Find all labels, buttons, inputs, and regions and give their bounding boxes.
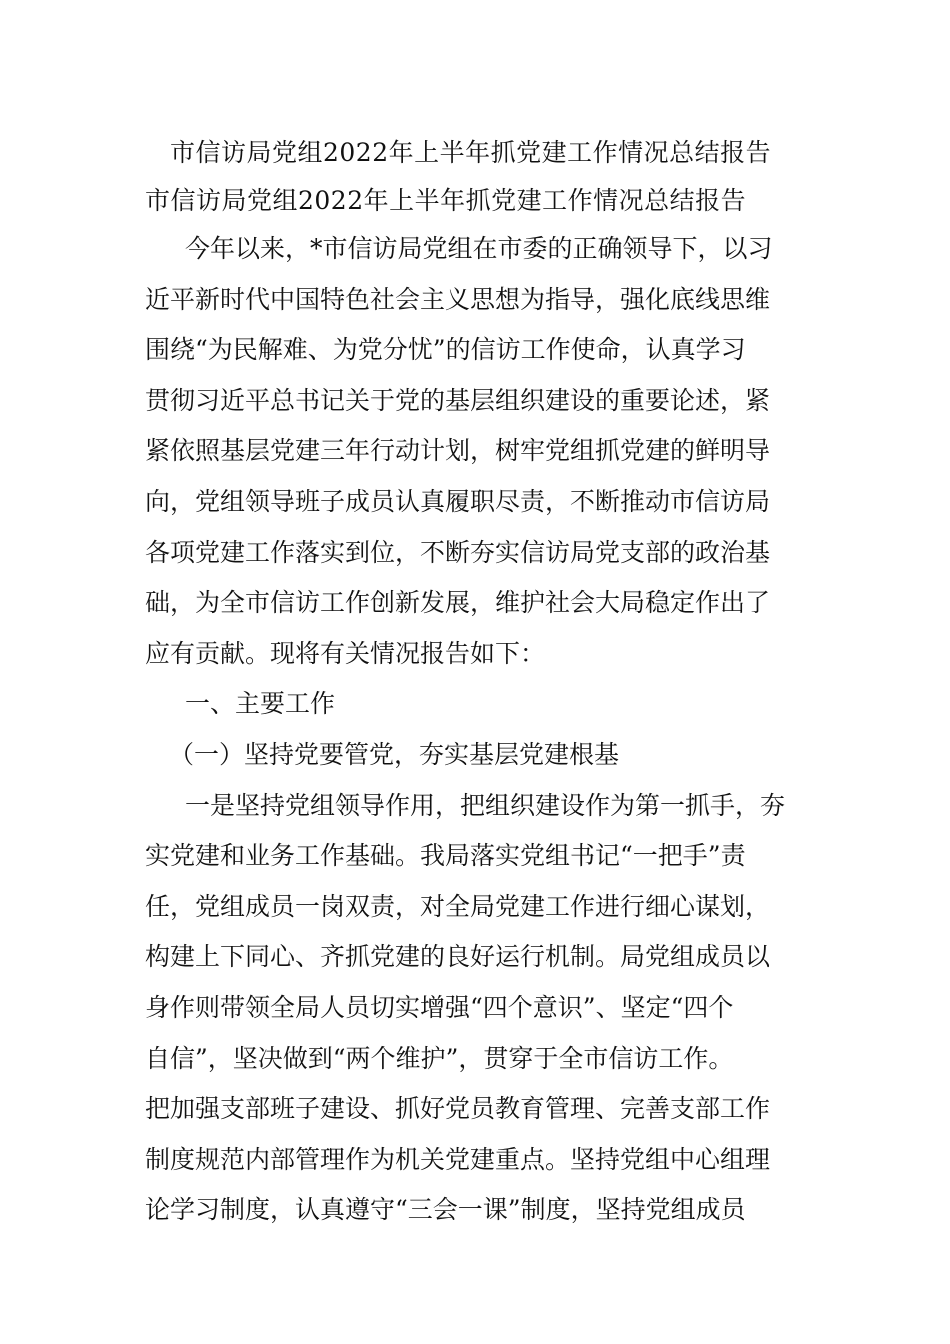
paragraph-line: 实党建和业务工作基础。我局落实党组书记“一把手”责 <box>145 841 746 871</box>
paragraph-line: 构建上下同心、齐抓党建的良好运行机制。局党组成员以 <box>145 942 771 972</box>
document-body <box>145 234 807 1246</box>
paragraph-line: 把加强支部班子建设、抓好党员教育管理、完善支部工作 <box>145 1094 771 1124</box>
paragraph-line: 任，党组成员一岗双责，对全局党建工作进行细心谋划， <box>145 891 771 921</box>
paragraph-line: 各项党建工作落实到位，不断夯实信访局党支部的政治基 <box>145 537 771 567</box>
paragraph-line: 身作则带领全局人员切实增强“四个意识”、坚定“四个 <box>145 992 734 1022</box>
paragraph-line: 自信”，坚决做到“两个维护”，贯穿于全市信访工作。 <box>145 1043 734 1073</box>
paragraph-line: 围绕“为民解难、为党分忧”的信访工作使命，认真学习 <box>145 335 746 365</box>
paragraph-line: 紧依照基层党建三年行动计划，树牢党组抓党建的鲜明导 <box>145 436 771 466</box>
paragraph-line: 今年以来，*市信访局党组在市委的正确领导下，以习 <box>185 234 773 263</box>
paragraph-line: 论学习制度，认真遵守“三会一课”制度，坚持党组成员 <box>145 1195 746 1225</box>
section-heading: 一、主要工作 <box>185 689 336 719</box>
paragraph-line: 础，为全市信访工作创新发展，维护社会大局稳定作出了 <box>145 588 771 618</box>
paragraph-line: 一是坚持党组领导作用，把组织建设作为第一抓手，夯 <box>185 790 786 820</box>
document-title-repeat: 市信访局党组2022年上半年抓党建工作情况总结报告 <box>145 186 747 215</box>
paragraph-line: 贯彻习近平总书记关于党的基层组织建设的重要论述，紧 <box>145 385 771 415</box>
document-title: 市信访局党组2022年上半年抓党建工作情况总结报告 <box>170 138 772 167</box>
subsection-heading: （一）坚持党要管党，夯实基层党建根基 <box>169 739 620 769</box>
paragraph-line: 制度规范内部管理作为机关党建重点。坚持党组中心组理 <box>145 1144 771 1174</box>
paragraph-line: 近平新时代中国特色社会主义思想为指导，强化底线思维 <box>145 284 771 314</box>
paragraph-line: 向，党组领导班子成员认真履职尽责，不断推动市信访局 <box>145 486 771 516</box>
paragraph-line: 应有贡献。现将有关情况报告如下： <box>145 638 546 668</box>
